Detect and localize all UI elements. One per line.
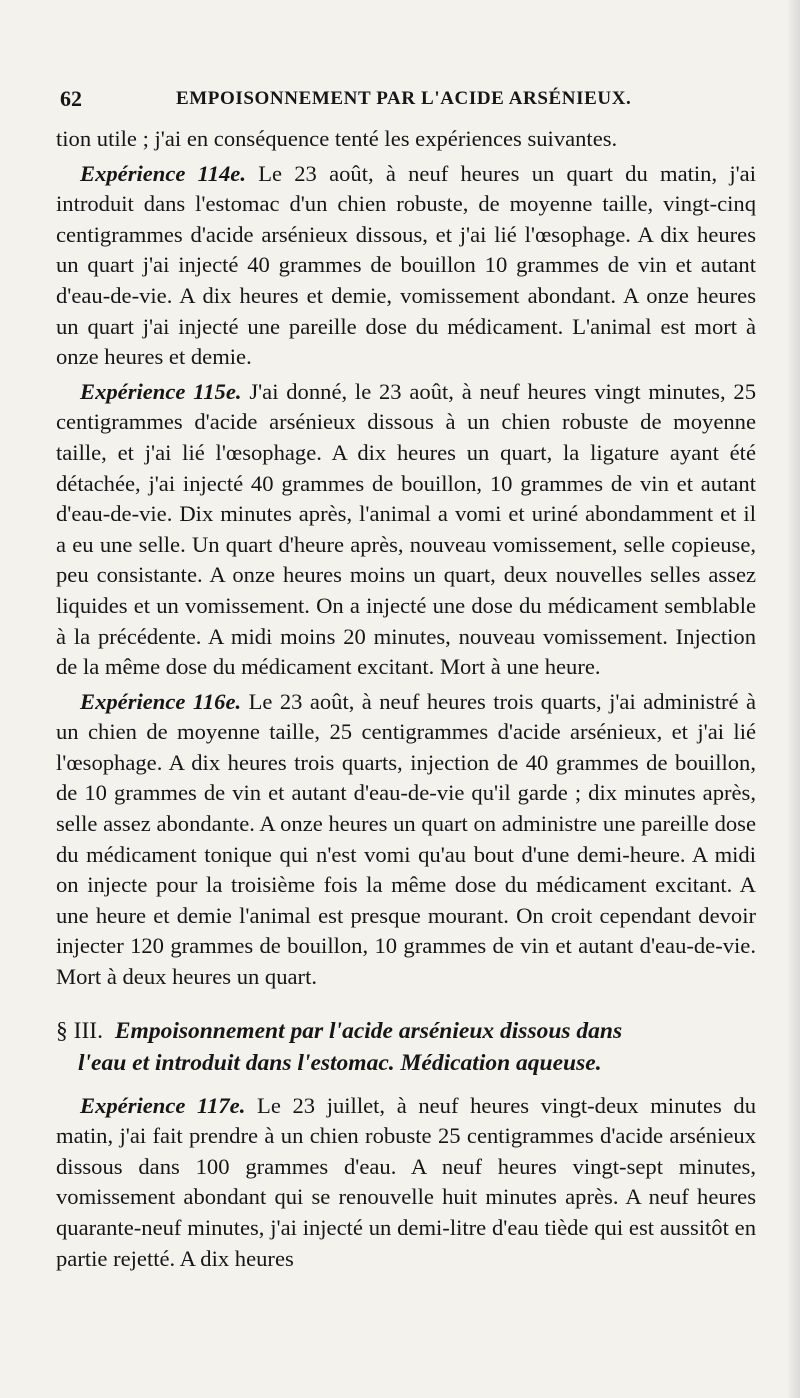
experiment-116 [56, 687, 756, 993]
opening-line: tion utile ; j'ai en conséquence tenté les expériences suivantes. [56, 126, 618, 151]
experiment-116-text: Le 23 août, à neuf heures trois quarts, j'ai administré à un chien de moyenne taille, 25 centigrammes d'acide arsénieux, et j'ai lié l'œsophage. A dix heures trois quarts, injection de 40 grammes de bouillon, de 10 grammes de vin et autant d'eau-de-vie qu'il garde ; dix minutes après, selle assez abondante. A onze heures un quart on administre une pareille dose du médicament tonique qui n'est vomi qu'au bout d'une demi-heure. A midi on injecte pour la troisième fois la même dose du médicament excitant. A une heure et demie l'animal est presque mourant. On croit cependant devoir injecter 120 grammes de bouillon, 10 grammes de vin et autant d'eau-de-vie. Mort à deux heures un quart. [56, 688, 756, 990]
experiment-114 [56, 159, 756, 373]
page-header [56, 86, 756, 120]
experiment-117 [56, 1091, 756, 1275]
running-title: EMPOISONNEMENT PAR L'ACIDE ARSÉNIEUX. [176, 88, 632, 109]
page-number: 62 [60, 86, 82, 111]
experiment-115-label: Expérience 115e. [80, 378, 242, 404]
experiment-116-label: Expérience 116e. [80, 688, 242, 714]
experiment-117-label: Expérience 117e. [80, 1092, 246, 1118]
section-title-line1: Empoisonnement par l'acide arsénieux dissous dans [114, 1017, 623, 1044]
section-title-line2: l'eau et introduit dans l'estomac. Médication aqueuse. [78, 1049, 602, 1076]
experiment-115 [56, 377, 756, 683]
experiment-115-text: J'ai donné, le 23 août, à neuf heures vingt minutes, 25 centigrammes d'acide arsénieux dissous à un chien robuste de moyenne taille, et j'ai lié l'œsophage. A dix heures un quart, la ligature ayant été détachée, j'ai injecté 40 grammes de bouillon, 10 grammes de vin et autant d'eau-de-vie. Dix minutes après, l'animal a vomi et uriné abondamment et il a eu une selle. Un quart d'heure après, nouveau vomissement, selle copieuse, peu consistante. A onze heures moins un quart, deux nouvelles selles assez liquides et un vomissement. On a injecté une dose du médicament semblable à la précédente. A midi moins 20 minutes, nouveau vomissement. Injection de la même dose du médicament excitant. Mort à une heure. [56, 378, 756, 680]
page-edge-shadow [786, 0, 800, 1398]
experiment-114-label: Expérience 114e. [80, 160, 246, 186]
body-text [56, 124, 756, 1278]
section-number: § III. [56, 1017, 103, 1044]
experiment-117-text: Le 23 juillet, à neuf heures vingt-deux minutes du matin, j'ai fait prendre à un chien robuste 25 centigrammes d'acide arsénieux dissous dans 100 grammes d'eau. A neuf heures vingt-sept minutes, vomissement abondant qui se renouvelle huit minutes après. A neuf heures quarante-neuf minutes, j'ai injecté un demi-litre d'eau tiède qui est aussitôt en partie rejetté. A dix heures [56, 1092, 757, 1271]
section-heading [56, 1015, 756, 1079]
experiment-114-text: Le 23 août, à neuf heures un quart du matin, j'ai introduit dans l'estomac d'un chien robuste, de moyenne taille, vingt-cinq centigrammes d'acide arsénieux dissous, et j'ai lié l'œsophage. A dix heures un quart j'ai injecté 40 grammes de bouillon 10 grammes de vin et autant d'eau-de-vie. A dix heures et demie, vomissement abondant. A onze heures un quart j'ai injecté une pareille dose du médicament. L'animal est mort à onze heures et demie. [56, 160, 756, 370]
